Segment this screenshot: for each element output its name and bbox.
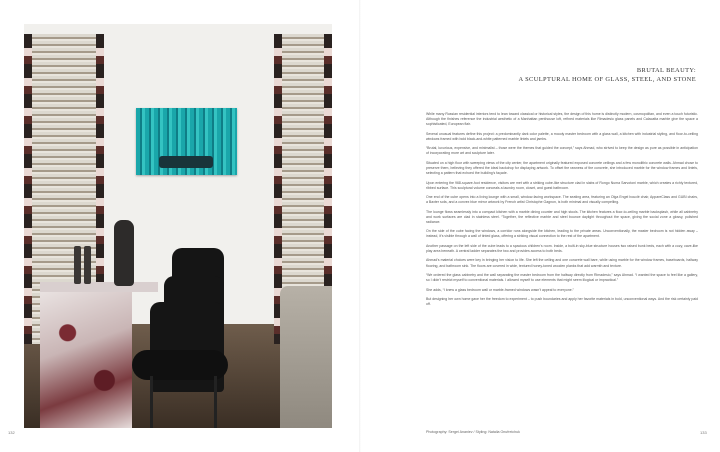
paragraph: While many Russian residential interiors tend to lean toward classical or historical styles, the design of this home is distinctly modern, cosmopolitan, and even a touch futuristic. Although the finishes reference the industrial aesthetic of a Manhattan penthouse loft, refined materials like Rimadesio glass panels and Calacatta marble give the space a sophisticated, European flair.	[426, 112, 698, 127]
page-number-left: 132	[8, 430, 15, 435]
black-pitcher	[114, 220, 134, 286]
page-number-right: 133	[700, 430, 707, 435]
marble-countertop	[40, 282, 158, 292]
article-body	[426, 112, 698, 312]
paragraph: Several unusual features define this project: a predominantly dark color palette, a moody master bedroom with a glass wall, a kitchen with industrial styling, and floor-to-ceiling windows framed with bold black-and-white patterned marble lintels and jambs.	[426, 131, 698, 141]
paragraph: Ahmad’s material choices were key in bringing her vision to life. She left the ceiling and one concrete wall bare, while using marble for the window frames, baseboards, hallway flooring, and bathroom sink. The floors are covered in wide, textured honey-toned wooden planks that add warmth and texture.	[426, 258, 698, 268]
paragraph: The lounge flows seamlessly into a compact kitchen with a marble dining counter and high stools. The kitchen features a floor-to-ceiling marble backsplash, while all cabinetry and work surfaces are clad in stainless steel. “Together, the reflective marble and steel bounce daylight throughout the space, giving the social zone a glossy, polished radiance.	[426, 209, 698, 224]
article-title-line1: BRUTAL BEAUTY:	[636, 67, 696, 74]
paragraph: One end of the cube opens into a living lounge with a small, window-facing workspace. The seating area, featuring an Olga Engel bouclé chair, AppareClass and GUBI chairs, a Baxter sofa, and a convex blue mirror artwork by French artist Christophe Gagnon, is both minimal and visually compelling.	[426, 195, 698, 205]
paragraph: She adds, “I knew a glass bedroom wall or marble-framed windows wasn’t appeal to everyone.”	[426, 287, 574, 292]
paragraph: Situated on a high floor with sweeping views of the city center, the apartment originally featured exposed concrete ceilings and a few monolithic concrete walls. Ahmad chose to preserve them, believing they offered the ideal backdrop for displaying artwork. To offset the rawness of the concrete, she introduced marble for the window frames and lintels, selecting a pattern that echoed the building’s façade.	[426, 160, 698, 176]
paragraph: Upon entering the 968-square-foot residence, visitors are met with a striking cube-like structure clad in slabs of Rongo Numa Sarvotoni marble, which creates a richly textured, ribbed surface. This sculptural volume conceals a laundry room, closet, and guest bathroom.	[426, 180, 698, 190]
photo-credit: Photography: Sergei Ananiev / Styling: Natalia Onufreichuk	[426, 430, 520, 434]
bottle	[84, 246, 91, 284]
stool-leg	[214, 376, 217, 428]
artwork-object	[159, 156, 213, 168]
paragraph: “Brutal, luxurious, expensive, and minimalist – those were the themes that guided the concept,” says Ahmad, who strived to keep the design as pure as possible in anticipation of incorporating more art and sculpture later.	[426, 146, 698, 156]
paragraph: “We ordered the glass cabinetry and the wall separating the master bedroom from the hallway directly from Rimadesio,” says Ahmad. “I wanted the space to feel like a gallery, so I didn’t restrict myself to conventional materials. I allowed myself to use elements that might seem illogical or impractical.”	[426, 273, 698, 283]
paragraph: Another passage on the left side of the cube leads to a spacious children’s room. Inside, a built-in sky-blue structure houses two raised bunk beds, each with a cozy, cave-like play area beneath. A central ladder separates the two and provides access to both beds.	[426, 243, 698, 253]
page-gutter	[359, 0, 361, 452]
stool-leg	[150, 376, 153, 428]
marble-window-frame	[24, 34, 32, 344]
sofa	[280, 286, 332, 428]
article-title-line2: A SCULPTURAL HOME OF GLASS, STEEL, AND STONE	[518, 76, 696, 83]
interior-photo	[24, 24, 332, 428]
paragraph: But designing her own home gave her the freedom to experiment – to push boundaries and apply her favorite materials in bold, unconventional ways. And the risk certainly paid off.	[426, 297, 698, 307]
bottle	[74, 246, 81, 284]
marble-counter	[40, 292, 132, 428]
paragraph: On the side of the cube facing the windows, a corridor runs alongside the kitchen, leading to the private areas. Unconventionally, the master bedroom is not hidden away – instead, it’s visible through a wall of tinted glass, offering a striking visual connection to the rest of the apartment.	[426, 229, 698, 239]
